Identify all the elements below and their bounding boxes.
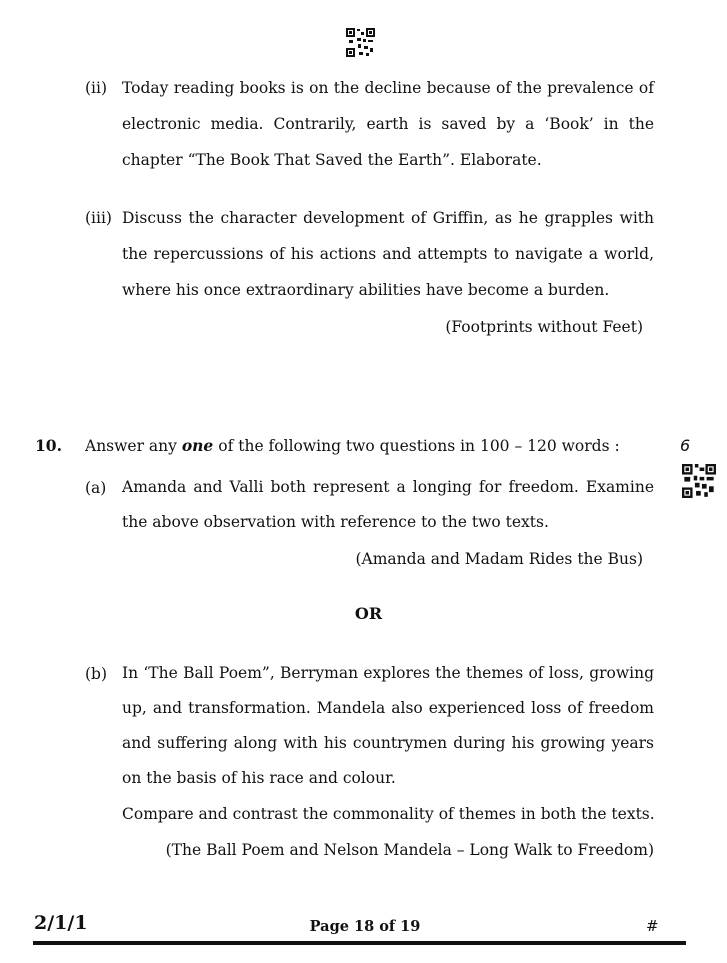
question-text-ii: [122, 70, 654, 178]
question-label-a: (a): [85, 479, 107, 497]
text-line: and suffering along with his countrymen during his growing years: [122, 734, 654, 752]
question-label-b: (b): [85, 665, 108, 683]
text-line: Amanda and Valli both represent a longing for freedom. Examine: [122, 478, 654, 496]
qr-code-icon: [346, 28, 375, 57]
question-prompt-b: Compare and contrast the commonality of themes in both the texts.: [122, 805, 655, 823]
text-line: electronic media. Contrarily, earth is saved by a ‘Book’ in the: [122, 115, 654, 133]
instruction-emphasis: one: [181, 436, 214, 455]
footer-rule: [33, 941, 686, 945]
question-text-a: [122, 470, 654, 540]
text-line: the repercussions of his actions and attempts to navigate a world,: [122, 245, 654, 263]
text-line: chapter “The Book That Saved the Earth”. Elaborate.: [122, 151, 542, 169]
source-reference: (Amanda and Madam Rides the Bus): [355, 550, 643, 568]
text-line: In ‘The Ball Poem”, Berryman explores the themes of loss, growing: [122, 664, 654, 682]
text-line: where his once extraordinary abilities have become a burden.: [122, 281, 610, 299]
question-instruction: [85, 436, 620, 455]
footer-hash: #: [646, 917, 659, 935]
text-line: Today reading books is on the decline because of the prevalence of: [122, 79, 654, 97]
source-reference: (Footprints without Feet): [445, 318, 643, 336]
source-reference: (The Ball Poem and Nelson Mandela – Long Walk to Freedom): [165, 841, 654, 859]
instruction-post: of the following two questions in 100 – 120 words :: [213, 437, 620, 455]
page-number: Page 18 of 19: [309, 918, 421, 935]
text-line: the above observation with reference to the two texts.: [122, 513, 549, 531]
qr-code-icon: [682, 464, 716, 498]
question-label-ii: (ii): [85, 79, 108, 97]
text-line: Discuss the character development of Griffin, as he grapples with: [122, 209, 654, 227]
instruction-pre: Answer any: [85, 437, 182, 455]
question-label-iii: (iii): [85, 209, 112, 227]
question-number: 10.: [35, 436, 62, 455]
question-text-b: [122, 656, 654, 796]
marks-value: 6: [680, 436, 691, 455]
paper-code: 2/1/1: [34, 912, 88, 934]
question-text-iii: [122, 200, 654, 308]
text-line: on the basis of his race and colour.: [122, 769, 396, 787]
or-separator: OR: [354, 604, 383, 623]
text-line: up, and transformation. Mandela also experienced loss of freedom: [122, 699, 654, 717]
